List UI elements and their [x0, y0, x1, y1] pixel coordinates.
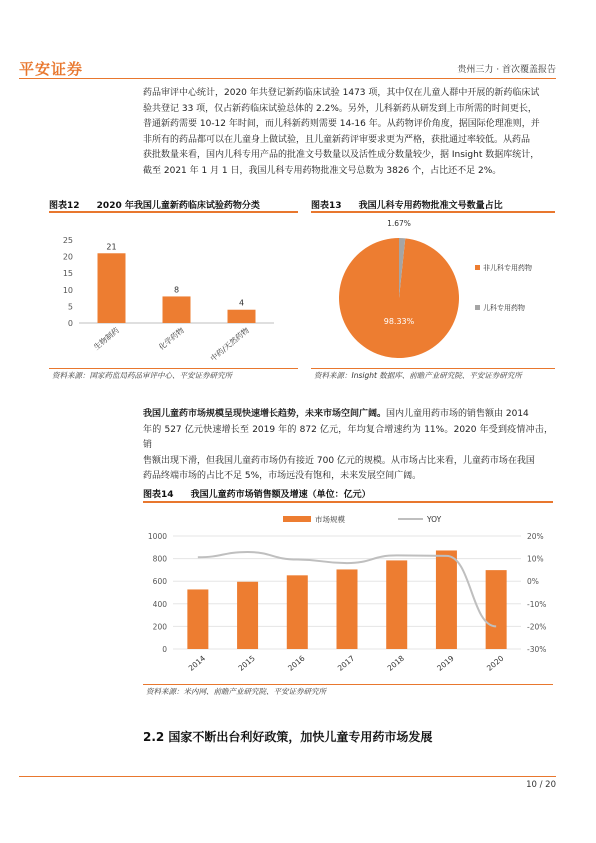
intro-line: 非所有的药品都可以在儿童身上做试验，且儿童新药评审要求更为严格，获批通过率较低。从药品: [143, 134, 531, 145]
bar: [386, 560, 407, 649]
figure14-label: 图表14: [143, 490, 174, 500]
market-lead-sentence: 我国儿童药市场规模呈现快速增长趋势，未来市场空间广阔。: [143, 409, 387, 419]
intro-line: 验共登记 33 项，仅占新药临床试验总体的 2.2%。另外，儿科新药从研发到上市所需的时间更长，: [143, 103, 537, 114]
y-right-tick-label: -20%: [527, 622, 547, 632]
figure14-bottom-rule: [143, 684, 553, 685]
footer-divider: [19, 776, 556, 777]
y-right-tick-label: 20%: [527, 532, 544, 541]
figure12-chart: [49, 214, 298, 366]
y-tick-label: 10: [62, 285, 73, 295]
data-label: 21: [106, 242, 117, 252]
legend-label: 市场规模: [315, 515, 345, 524]
x-tick-label: 2016: [286, 653, 307, 673]
figure13-label: 图表13: [311, 201, 342, 211]
legend-swatch: [283, 516, 311, 522]
slice-label: 98.33%: [383, 317, 415, 326]
x-tick-label: 2017: [335, 653, 357, 673]
bar: [436, 550, 457, 649]
y-left-tick-label: 200: [152, 622, 167, 632]
figure12-top-rule: [49, 211, 298, 213]
x-tick-label: 2020: [485, 653, 506, 673]
figure12-bottom-rule: [49, 368, 298, 369]
bar: [337, 569, 358, 649]
figure14-heading: 我国儿童药市场销售额及增速（单位：亿元）: [190, 490, 371, 500]
figure14-chart: [143, 504, 553, 682]
x-tick-label: 2019: [435, 653, 456, 673]
x-tick-label: 中药/天然药物: [208, 325, 251, 364]
legend-swatch: [475, 305, 480, 310]
figure12-title: [49, 198, 260, 211]
y-left-tick-label: 400: [152, 599, 167, 609]
figure14-top-rule: [143, 501, 553, 503]
intro-line: 截至 2021 年 1 月 1 日，我国儿科专用药物批准文号总数为 3826 个，占比还不足 2%。: [143, 165, 502, 176]
bar: [98, 253, 126, 323]
y-tick-label: 0: [67, 319, 73, 328]
y-right-tick-label: 0%: [527, 577, 539, 587]
y-tick-label: 20: [62, 252, 73, 262]
market-line: 售额出现下滑，但我国儿童药市场仍有接近 700 亿元的规模。从市场占比来看，儿童药市场在我国: [143, 455, 535, 466]
market-paragraph: [143, 407, 553, 485]
figure14-title: [143, 487, 371, 500]
y-left-tick-label: 0: [162, 645, 167, 654]
figure13-source: 资料来源：Insight 数据库、前瞻产业研究院、平安证券研究所: [314, 371, 522, 380]
bar: [228, 310, 256, 323]
market-line: [143, 407, 553, 423]
y-right-tick-label: -10%: [527, 599, 547, 609]
legend-label: YOY: [427, 515, 442, 524]
intro-line: 普通新药需要 10-12 年时间，而儿科新药则需要 14-16 年。从药物评价角度，据国际伦理准则，并: [143, 119, 540, 130]
bar: [287, 575, 308, 649]
bar: [187, 589, 208, 649]
figure13-bottom-rule: [311, 368, 555, 369]
y-left-tick-label: 600: [152, 577, 167, 587]
page-number: 10 / 20: [526, 780, 556, 790]
y-tick-label: 5: [67, 302, 73, 312]
data-label: 4: [238, 298, 245, 308]
x-tick-label: 2018: [385, 653, 406, 673]
intro-line: 药品审评中心统计，2020 年共登记新药临床试验 1473 项，其中仅在儿童人群中开展的新药临床试: [143, 88, 540, 98]
legend-swatch: [475, 265, 480, 270]
section-heading: 2.2 国家不断出台利好政策，加快儿童专用药市场发展: [143, 730, 433, 744]
figure12-label: 图表12: [49, 201, 80, 211]
x-tick-label: 2014: [186, 653, 208, 673]
x-tick-label: 2015: [236, 653, 257, 673]
brand-logo: 平安证券: [19, 60, 84, 78]
figure12-source: 资料来源：国家药监局药品审评中心、平安证券研究所: [52, 371, 232, 380]
figure13-top-rule: [311, 211, 555, 213]
data-label: 8: [173, 285, 180, 295]
market-line: 药品终端市场的占比不足 5%，市场远没有饱和，未来发展空间广阔。: [143, 471, 422, 482]
figure13-chart: [311, 214, 555, 366]
market-line-rest: 国内儿童用药市场的销售额由 2014: [386, 409, 529, 419]
figure14-source: 资料来源：米内网、前瞻产业研究院、平安证券研究所: [146, 687, 326, 696]
bar: [163, 296, 191, 323]
figure13-heading: 我国儿科专用药物批准文号数量占比: [358, 201, 503, 211]
y-right-tick-label: -30%: [527, 645, 547, 654]
y-right-tick-label: 10%: [527, 554, 544, 564]
slice-label: 1.67%: [387, 219, 411, 228]
legend-label: 儿科专用药物: [483, 304, 525, 312]
y-left-tick-label: 1000: [147, 532, 167, 541]
bar: [237, 582, 258, 649]
legend-label: 非儿科专用药物: [483, 264, 532, 272]
y-tick-label: 15: [62, 269, 73, 279]
x-tick-label: 生物制药: [92, 325, 121, 352]
x-tick-label: 化学药物: [157, 325, 186, 352]
y-tick-label: 25: [62, 236, 73, 245]
figure12-heading: 2020 年我国儿童新药临床试验药物分类: [96, 201, 260, 211]
bar: [486, 570, 507, 649]
report-header-title: 贵州三力 · 首次覆盖报告: [457, 65, 556, 75]
intro-paragraph: [143, 86, 553, 180]
figure13-title: [311, 198, 503, 211]
header-divider: [19, 78, 556, 79]
intro-line: 获批数量来看，国内儿科专用产品的批准文号数量以及活性成分数量较少，据 Insight 数据库统计，: [143, 150, 540, 161]
y-left-tick-label: 800: [152, 554, 167, 564]
market-line: 年的 527 亿元快速增长至 2019 年的 872 亿元，年均复合增速约为 11%。2020 年受到疫情冲击，销: [143, 424, 553, 451]
